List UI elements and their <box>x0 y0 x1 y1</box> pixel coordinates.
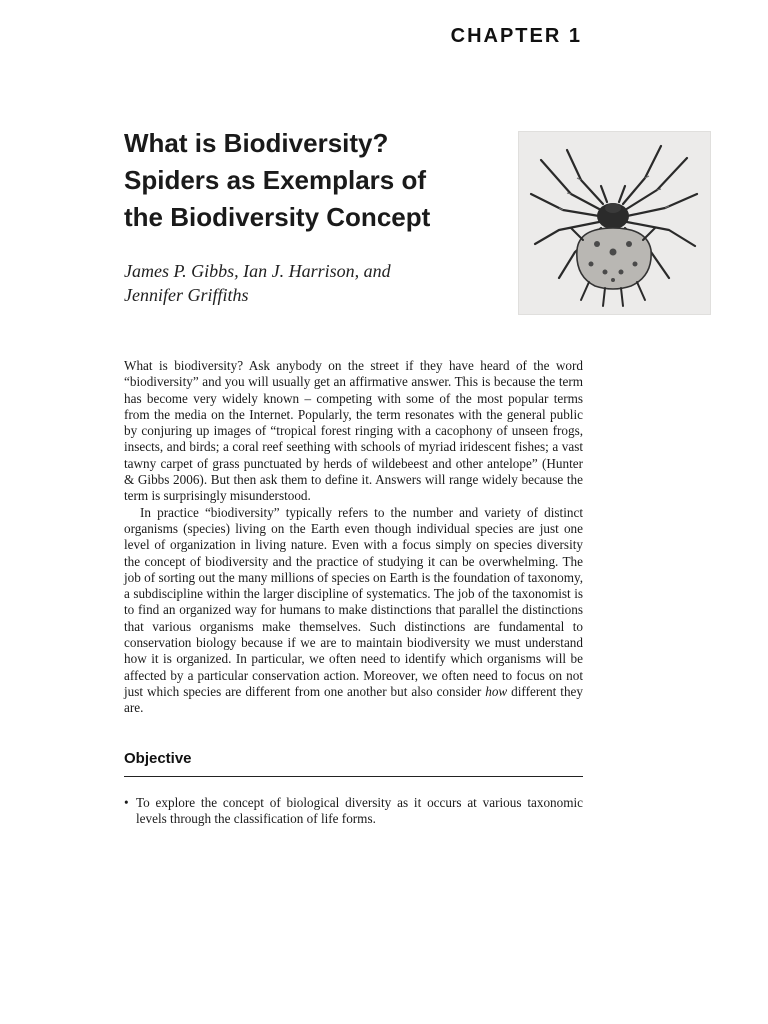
bullet-icon: • <box>124 795 129 810</box>
body-paragraph: What is biodiversity? Ask anybody on the street if they have heard of the word “biodiversity” and you will usually get an affirmative answer. This is because the term has become very widely known – competing with some of the most popular terms from the media on the Internet. Popularly, the term resonates with the general public by conjuring up images of “tropical forest ringing with a cacophony of unseen frogs, insects, and birds; a coral reef seething with schools of myriad iridescent fishes; a vast tawny carpet of grass punctuated by herds of wildebeest and other antelope” (Hunter & Gibbs 2006). But then ask them to define it. Answers will range widely because the term is surprisingly misunderstood. <box>124 358 583 504</box>
title-line: What is Biodiversity? <box>124 128 389 158</box>
objective-list <box>124 795 583 828</box>
objective-heading: Objective <box>124 750 192 767</box>
title-line: Spiders as Exemplars of <box>124 165 427 195</box>
chapter-label: CHAPTER 1 <box>450 25 582 47</box>
title-line: the Biodiversity Concept <box>124 202 431 232</box>
body-text <box>124 358 583 717</box>
spider-figure <box>518 131 711 315</box>
author-list <box>124 259 484 307</box>
author-line: James P. Gibbs, Ian J. Harrison, and <box>124 261 391 281</box>
objective-item <box>124 795 583 828</box>
spider-illustration-icon <box>519 132 710 314</box>
author-line: Jennifer Griffiths <box>124 285 249 305</box>
body-paragraph <box>124 505 583 717</box>
paragraph-text: In practice “biodiversity” typically refers to the number and variety of distinct organisms (species) living on the Earth even though individual species are just one level of organization in living nature. Even with a focus simply on species diversity the concept of biodiversity and the practice of studying it can be overwhelming. The job of sorting out the many millions of species on Earth is the foundation of taxonomy, a subdiscipline within the larger discipline of systematics. The job of the taxonomist is to find an organized way for humans to make distinctions that parallel the distinctions that various organisms make themselves. Such distinctions are fundamental to conservation biology because if we are to maintain biodiversity we must understand how it is organized. In particular, we often need to identify which organisms will be affected by a particular conservation action. Moreover, we often need to focus on not just which species are different from one another but also consider <box>124 504 583 699</box>
chapter-title <box>124 125 494 236</box>
section-divider <box>124 776 583 777</box>
paragraph-text: different they are. <box>124 683 583 716</box>
objective-item-text: To explore the concept of biological diversity as it occurs at various taxonomic levels through the classification of life forms. <box>136 795 583 827</box>
emphasized-word: how <box>485 683 508 699</box>
